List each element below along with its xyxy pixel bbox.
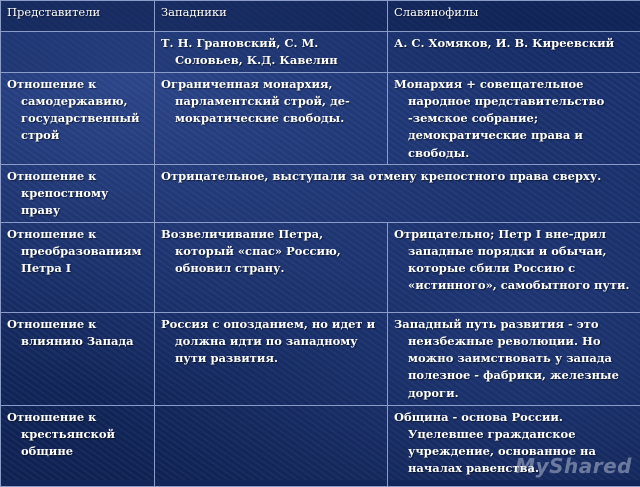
westernizers-names: Т. Н. Грановский, С. М. Соловьев, К.Д. Кавелин (155, 32, 388, 73)
header-row (1, 1, 640, 32)
row-label: Отношение к крестьянской общине (1, 405, 155, 486)
westernizers-cell: Ограниченная монархия, парламентский строй, де-мократические свободы. (155, 72, 388, 164)
slavophiles-cell: Западный путь развития - это неизбежные революции. Но можно заимствовать у запада полезное - фабрики, железные дороги. (388, 312, 640, 405)
table-row (1, 222, 640, 312)
westernizers-cell: Возвеличивание Петра, который «спас» Россию, обновил страну. (155, 222, 388, 312)
row-label: Отношение к преобразованиям Петра I (1, 222, 155, 312)
watermark-logo: MyShared (515, 454, 632, 478)
row-label: Отношение к влиянию Запада (1, 312, 155, 405)
slavophiles-cell: Монархия + совещательное народное представительство -земское собрание; демократические права и свободы. (388, 72, 640, 164)
header-slavophiles: Славянофилы (388, 1, 640, 32)
slavophiles-cell: Община - основа России. Уцелевшее гражданское учреждение, основанное на началах равенства. (388, 405, 640, 486)
header-representatives: Представители (1, 1, 155, 32)
table-row (1, 164, 640, 222)
names-row (1, 32, 640, 73)
slavophiles-names: А. С. Хомяков, И. В. Киреевский (388, 32, 640, 73)
row-label: Отношение к крепостному праву (1, 164, 155, 222)
table-row (1, 72, 640, 164)
names-empty-cell (1, 32, 155, 73)
slavophiles-cell: Отрицательно; Петр I вне-дрил западные порядки и обычаи, которые сбили Россию с «истинного», самобытного пути. (388, 222, 640, 312)
table-row (1, 405, 640, 486)
table-row (1, 312, 640, 405)
header-westernizers: Западники (155, 1, 388, 32)
westernizers-cell (155, 405, 388, 486)
merged-cell: Отрицательное, выступали за отмену крепостного права сверху. (155, 164, 640, 222)
row-label: Отношение к самодержавию, государственный строй (1, 72, 155, 164)
westernizers-cell: Россия с опозданием, но идет и должна идти по западному пути развития. (155, 312, 388, 405)
